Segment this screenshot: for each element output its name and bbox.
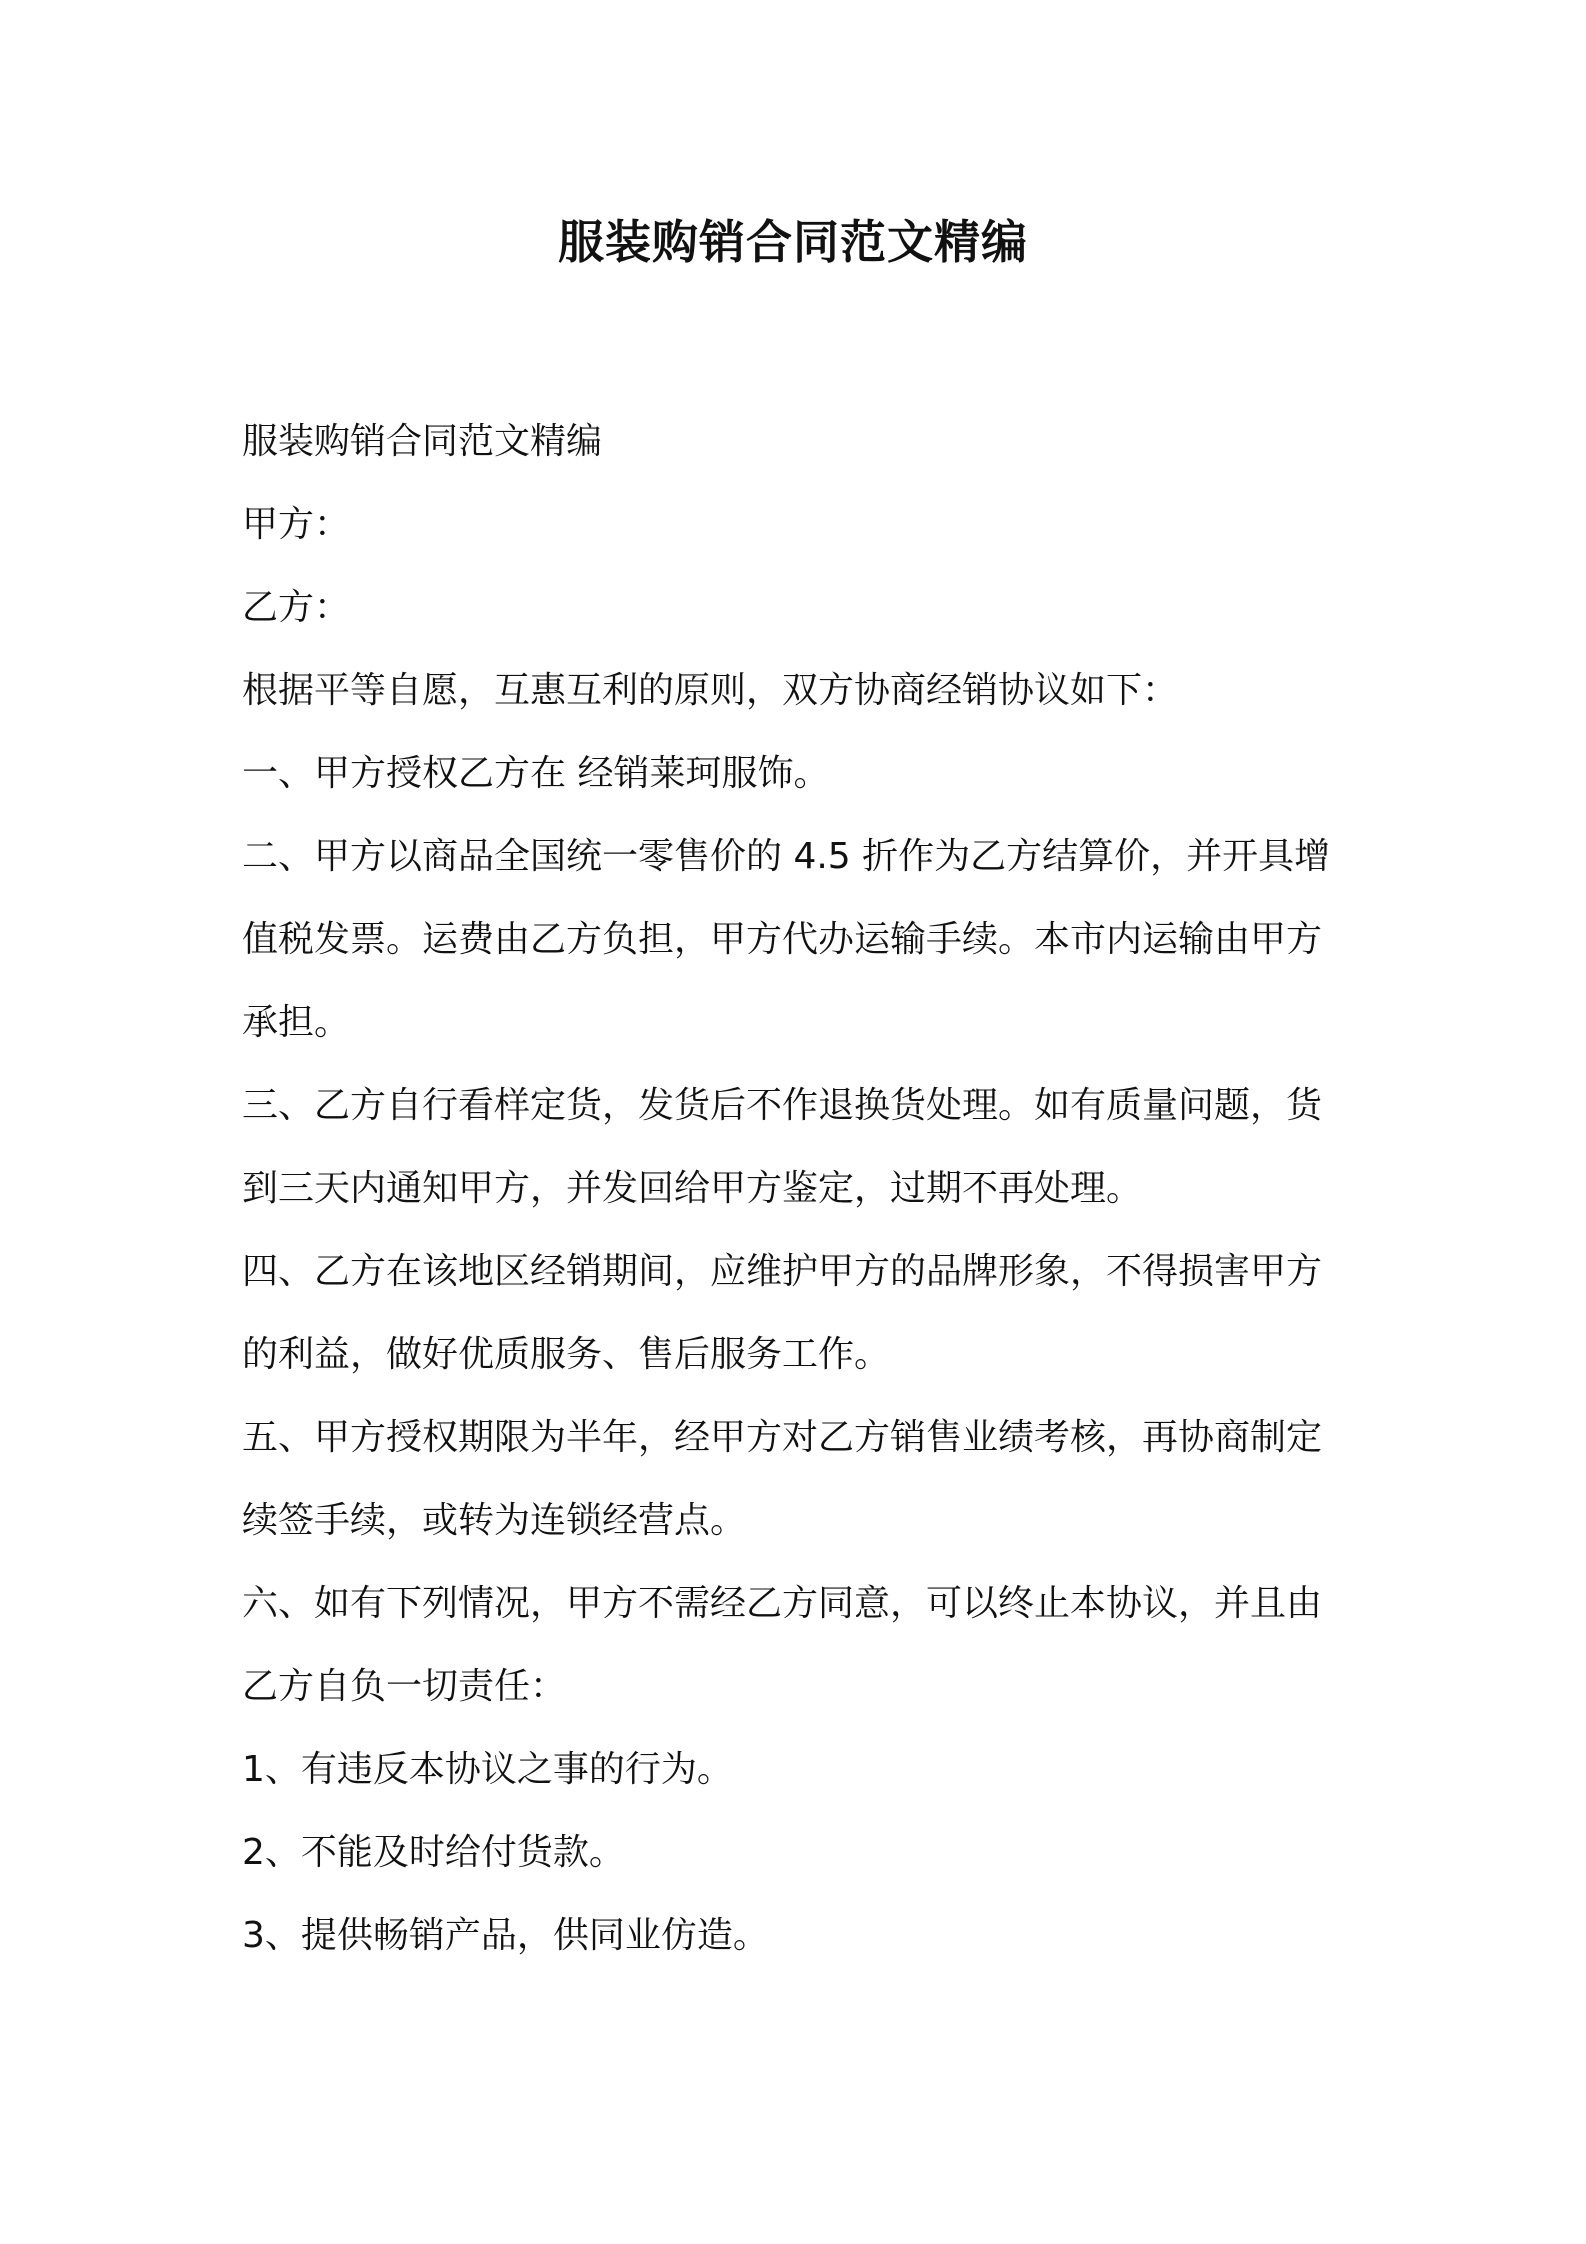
sub-item-3-line: 3、提供畅销产品，供同业仿造。 [242, 1915, 769, 1956]
clause-5-line-1: 五、甲方授权期限为半年，经甲方对乙方销售业绩考核，再协商制定 [242, 1417, 1323, 1458]
clause-3-line-2: 到三天内通知甲方，并发回给甲方鉴定，过期不再处理。 [242, 1168, 1143, 1209]
party-a-line: 甲方： [242, 504, 351, 545]
clause-4-line-1: 四、乙方在该地区经销期间，应维护甲方的品牌形象，不得损害甲方 [242, 1251, 1323, 1292]
party-b-line: 乙方： [242, 587, 351, 628]
clause-2-line-3: 承担。 [242, 1002, 351, 1043]
clause-3-line-1: 三、乙方自行看样定货，发货后不作退换货处理。如有质量问题，货 [242, 1085, 1323, 1126]
clause-6-line-2: 乙方自负一切责任： [242, 1666, 567, 1707]
subtitle-line: 服装购销合同范文精编 [242, 421, 603, 462]
clause-2-line-2: 值税发票。运费由乙方负担，甲方代办运输手续。本市内运输由甲方 [242, 919, 1323, 960]
clause-4-line-2: 的利益，做好优质服务、售后服务工作。 [242, 1334, 891, 1375]
preamble-line: 根据平等自愿，互惠互利的原则，双方协商经销协议如下： [242, 670, 1179, 711]
document-body [242, 400, 1362, 1977]
sub-item-1-line: 1、有违反本协议之事的行为。 [242, 1749, 733, 1790]
clause-5-line-2: 续签手续，或转为连锁经营点。 [242, 1500, 747, 1541]
clause-6-line-1: 六、如有下列情况，甲方不需经乙方同意，可以终止本协议，并且由 [242, 1583, 1323, 1624]
clause-1-line: 一、甲方授权乙方在 经销莱珂服饰。 [242, 753, 830, 794]
document-title: 服装购销合同范文精编 [558, 215, 1028, 269]
sub-item-2-line: 2、不能及时给付货款。 [242, 1832, 625, 1873]
clause-2-line-1: 二、甲方以商品全国统一零售价的 4.5 折作为乙方结算价，并开具增 [242, 836, 1331, 877]
